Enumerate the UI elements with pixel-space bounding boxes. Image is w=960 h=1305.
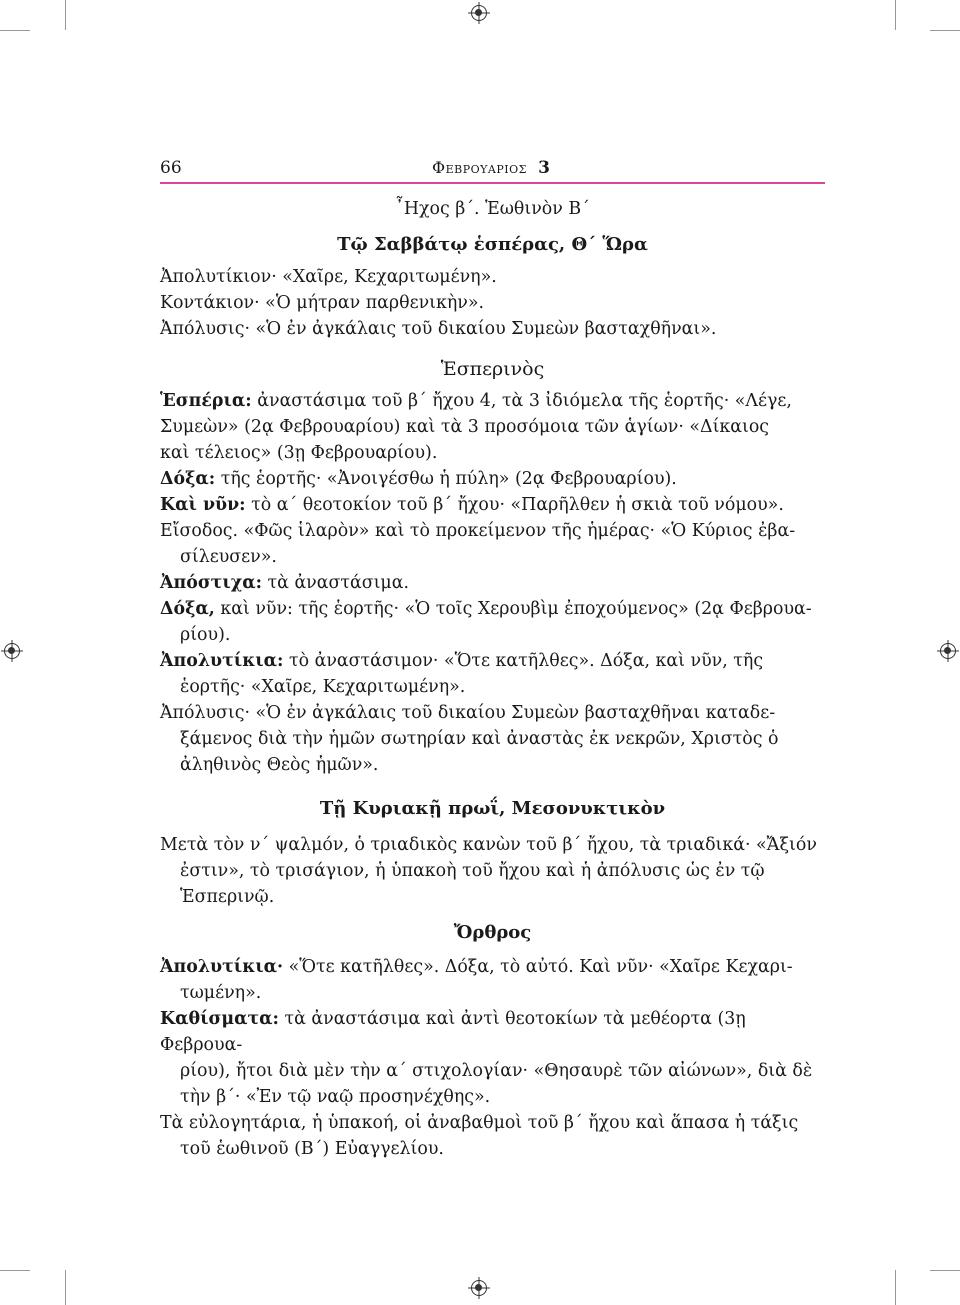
crop-mark — [0, 1270, 30, 1271]
section-heading-esperinos: Ἑσπερινὸς — [440, 358, 545, 380]
mesonyktikon-paragraph: Μετὰ τὸν ν΄ ψαλμόν, ὁ τριαδικὸς κανὼν τοῦ β΄ ἤχου, τὰ τριαδικά· «Ἄξιόν ἐστιν», τὸ τρισάγιον, ἡ ὑπακοὴ τοῦ ἤχου καὶ ἡ ἀπόλυσις ὡς ἐν τῷ Ἑσπερινῷ. — [160, 835, 817, 907]
kathismata-paragraph: Καθίσματα: τὰ ἀναστάσιμα καὶ ἀντὶ θεοτοκίων τὰ μεθέορτα (3ῃ Φεβρουα- ρίου), ἤτοι διὰ μὲν τὴν α΄ στιχολογίαν· «Θησαυρὲ τῶν αἰώνων», διὰ δὲ τὴν β΄· «Ἐν τῷ ναῷ προσηνέχθης». — [160, 1009, 813, 1107]
esperia-paragraph: Ἑσπέρια: ἀναστάσιμα τοῦ β΄ ἤχου 4, τὰ 3 ἰδιόμελα τῆς ἑορτῆς· «Λέγε, Συμεὼν» (2ᾳ Φεβρουαρίου) καὶ τὰ 3 προσόμοια τῶν ἁγίων· «Δίκαιος καὶ τέλειος» (3ῃ Φεβρουαρίου). — [160, 391, 792, 463]
apolysis-line: Ἀπόλυσις· «Ὁ ἐν ἀγκάλαις τοῦ δικαίου Συμεὼν βασταχθῆναι». — [160, 319, 717, 339]
crop-mark — [65, 0, 66, 30]
crop-mark — [930, 1270, 960, 1271]
section-heading-sunday: Τῇ Κυριακῇ πρωΐ, Μεσονυκτικὸν — [319, 798, 666, 819]
apolytikion-line: Ἀπολυτίκιον· «Χαῖρε, Κεχαριτωμένη». — [160, 267, 497, 287]
section-heading-saturday: Τῷ Σαββάτῳ ἑσπέρας, Θ΄ Ὥρα — [337, 234, 648, 255]
crop-mark — [895, 0, 896, 30]
registration-mark-icon — [471, 1280, 487, 1296]
page-body — [160, 196, 825, 1162]
apolytikia-orthros-paragraph: Ἀπολυτίκια· «Ὅτε κατῆλθες». Δόξα, τὸ αὐτό. Καὶ νῦν· «Χαῖρε Κεχαρι- τωμένη». — [160, 957, 793, 1003]
crop-mark — [930, 30, 960, 31]
running-head-month: Φεβρουαριος — [432, 158, 527, 177]
apolytikia-paragraph: Ἀπολυτίκια: τὸ ἀναστάσιμον· «Ὅτε κατῆλθες». Δόξα, καὶ νῦν, τῆς ἑορτῆς· «Χαῖρε, Κεχαριτωμένη». — [160, 651, 764, 697]
page-number: 66 — [160, 158, 182, 178]
section-heading-orthros: Ὄρθρος — [453, 922, 532, 943]
registration-mark-icon — [940, 643, 956, 659]
esperia-label: Ἑσπέρια: — [160, 391, 252, 411]
kontakion-line: Κοντάκιον· «Ὁ μήτραν παρθενικὴν». — [160, 293, 485, 313]
tone-line: ῏Ηχος β΄. Ἑωθινὸν Β΄ — [395, 199, 590, 219]
doxa-kai-nyn-paragraph: Δόξα, καὶ νῦν: τῆς ἑορτῆς· «Ὁ τοῖς Χερουβὶμ ἐποχούμενος» (2ᾳ Φεβρουα- ρίου). — [160, 599, 812, 645]
running-head — [432, 158, 550, 178]
running-head-day: 3 — [538, 158, 551, 178]
crop-mark — [0, 30, 30, 31]
registration-mark-icon — [4, 643, 20, 659]
doxa-paragraph: Δόξα: τῆς ἑορτῆς· «Ἀνοιγέσθω ἡ πύλη» (2ᾳ Φεβρουαρίου). — [160, 469, 677, 489]
crop-mark — [65, 1270, 66, 1305]
page-header — [160, 158, 825, 182]
apolysis-paragraph: Ἀπόλυσις· «Ὁ ἐν ἀγκάλαις τοῦ δικαίου Συμεὼν βασταχθῆναι καταδε- ξάμενος διὰ τὴν ἡμῶν σωτηρίαν καὶ ἀναστὰς ἐκ νεκρῶν, Χριστὸς ὁ ἀληθινὸς Θεὸς ἡμῶν». — [160, 703, 779, 775]
registration-mark-icon — [471, 5, 487, 21]
eisodos-paragraph: Εἴσοδος. «Φῶς ἱλαρὸν» καὶ τὸ προκείμενον τῆς ἡμέρας· «Ὁ Κύριος ἐβα- σίλευσεν». — [160, 521, 796, 567]
crop-mark — [895, 1270, 896, 1305]
aposticha-paragraph: Ἀπόστιχα: τὰ ἀναστάσιμα. — [160, 573, 409, 593]
kai-nyn-paragraph: Καὶ νῦν: τὸ α΄ θεοτοκίον τοῦ β΄ ἤχου· «Παρῆλθεν ἡ σκιὰ τοῦ νόμου». — [160, 495, 784, 515]
evlogitaria-paragraph: Τὰ εὐλογητάρια, ἡ ὑπακοή, οἱ ἀναβαθμοὶ τοῦ β΄ ἤχου καὶ ἅπασα ἡ τάξις τοῦ ἑωθινοῦ (Β΄) Εὐαγγελίου. — [160, 1113, 799, 1159]
header-rule — [160, 182, 825, 184]
